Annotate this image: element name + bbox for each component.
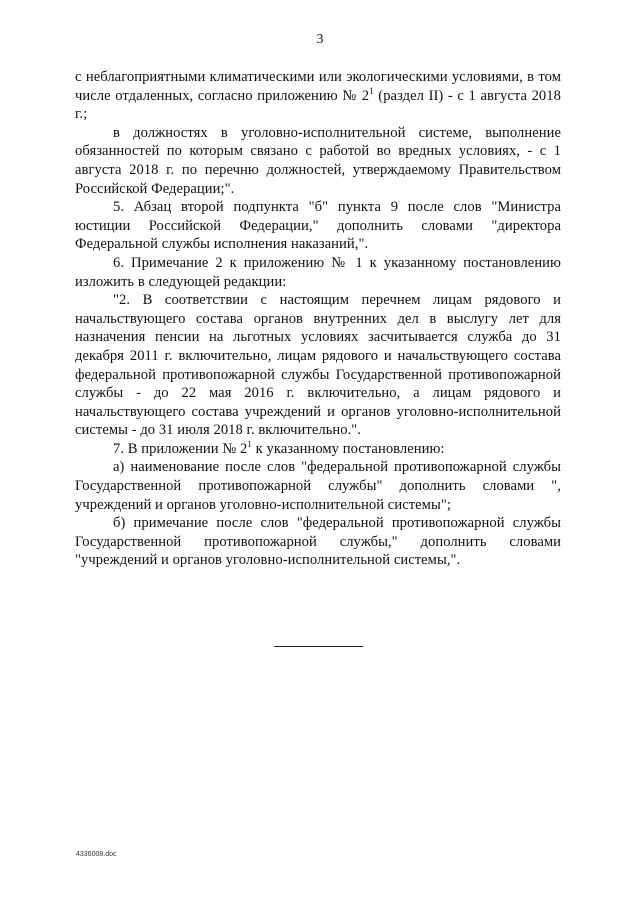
paragraph-note-2: "2. В соответствии с настоящим перечнем лицам рядового и начальствующего состава органов внутренних дел в выслугу лет для назначения пенсии на льготных условиях засчитывается служба до 31 декабря 2011 г. включительно, лицам рядового и начальствующего состава федеральной противопожарной службы Государственной противопожарной службы - до 22 мая 2016 г. включительно, а лицам рядового и начальствующего состава учреждений и органов уголовно-исполнительной системы - до 31 июля 2018 г. включительно.". <box>75 292 561 439</box>
paragraph-text: (раздел II) - с 1 августа 2018 г.; <box>75 87 561 123</box>
end-separator-line <box>274 646 363 647</box>
superscript: 1 <box>247 439 252 450</box>
paragraph-subitem-a: а) наименование после слов "федеральной противопожарной службы Государственной противопожарной службы" дополнить словами ", учреждений и органов уголовно-исполнительной системы"; <box>75 459 561 513</box>
paragraph-text: 7. В приложении № 2 <box>113 440 248 457</box>
paragraph-penal-system-positions: в должностях в уголовно-исполнительной системе, выполнение обязанностей по которым связано с работой во вредных условиях, - с 1 августа 2018 г. по перечню должностей, утверждаемому Правительством Российской Федерации;". <box>75 124 561 197</box>
paragraph-text: с неблагоприятными климатическими или экологическими условиями, в том числе отдаленных, согласно приложению № 2 <box>75 69 561 104</box>
document-body <box>75 68 561 570</box>
file-name-footer: 4336008.doc <box>76 851 117 858</box>
paragraph-item-6: 6. Примечание 2 к приложению № 1 к указанному постановлению изложить в следующей редакции: <box>75 254 561 290</box>
paragraph-item-5: 5. Абзац второй подпункта "б" пункта 9 после слов "Министра юстиции Российской Федерации," дополнить словами "директора Федеральной службы исполнения наказаний,". <box>75 199 561 253</box>
superscript: 1 <box>369 85 374 96</box>
paragraph-subitem-b: б) примечание после слов "федеральной противопожарной службы Государственной противопожарной службы," дополнить словами "учреждений и органов уголовно-исполнительной системы,". <box>75 515 561 569</box>
paragraph-text: к указанному постановлению: <box>251 440 445 457</box>
page-number: 3 <box>316 32 324 47</box>
paragraph-item-7 <box>75 440 561 459</box>
paragraph-continuation <box>75 68 561 124</box>
